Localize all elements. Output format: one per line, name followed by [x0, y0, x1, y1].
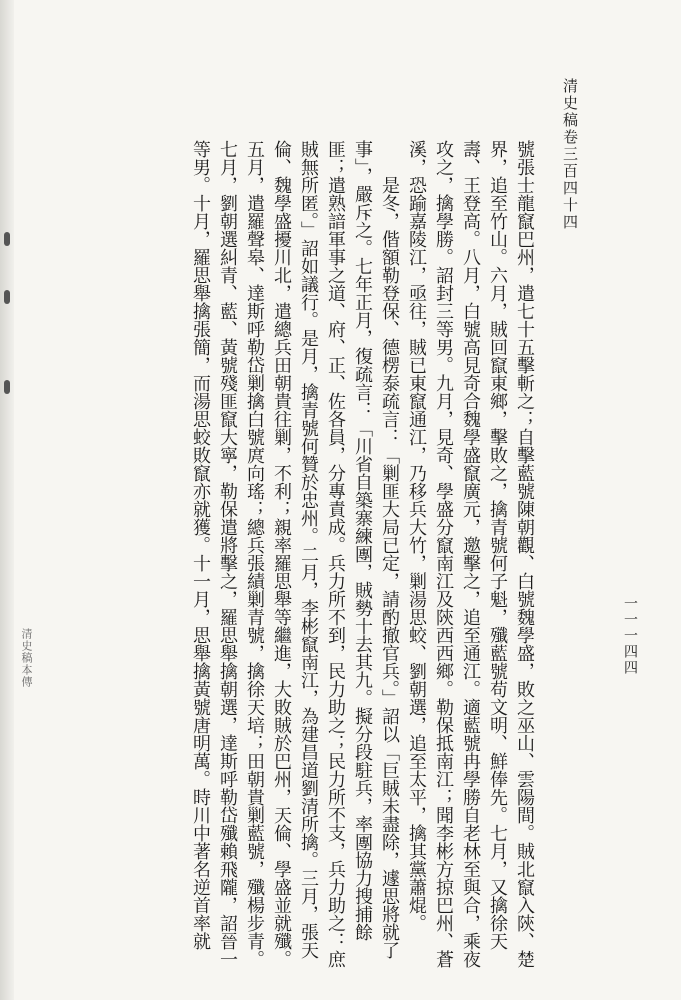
main-text [68, 140, 538, 970]
page-header-title: 清史稿卷三百四十四 [561, 78, 579, 231]
paragraph: 是冬，偕額勒登保、德楞泰疏言：「剿匪大局已定，請酌撤官兵。」詔以「巨賊未盡除，遽思將就了事」，嚴斥之。七年正月，復疏言：「川省自築寨練團，賊勢十去其九。擬分段駐兵，率團協力搜捕餘匪；遣熟諳軍事之道、府、正、佐各員，分專責成。兵力所不到，民力助之；民力所不支，兵力助之：庶賊無所匿。」詔如議行。是月，擒青號何贊於忠州。二月，李彬竄南江，為建昌道劉清所擒。三月，張天倫、魏學盛擾川北，遣總兵田朝貴往剿，不利；親率羅思舉等繼進，大敗賊於巴州，天倫、學盛並就殲。五月，遣羅聲皋、達斯呼勒岱剿擒白號庹向瑤；總兵張績剿青號，擒徐天培；田朝貴剿藍號，殲楊步青。七月，劉朝選糾青、藍、黃號殘匪竄大寧，勒保遣將擊之，羅思舉擒朝選，達斯呼勒岱殲賴飛隴，詔晉一等男。十月，羅思舉擒張簡，而湯思蛟敗竄亦就獲。十一月，思舉擒黃號唐明萬。時川中著名逆首率就 [190, 140, 400, 968]
book-gutter [0, 0, 14, 1000]
spine-mark [4, 290, 10, 304]
spine-mark [4, 232, 10, 246]
paragraph: 號張士龍竄巴州，遣七十五擊斬之；自擊藍號陳朝觀、白號魏學盛，敗之巫山、雲陽間。賊北竄入陝、楚界，追至竹山。六月，賊回竄東鄉，擊敗之，擒青號何子魁，殲藍號苟文明、鮮俸先。七月，又擒徐天壽、王登高。八月，白號高見奇合魏學盛竄廣元，邀擊之，追至通江。適藍號冉學勝自老林至與合，乘夜攻之，擒學勝。詔封三等男。九月，見奇、學盛分竄南江及陝西西鄉。勒保抵南江；聞李彬方掠巴州、蒼溪，恐踰嘉陵江，亟往，賊已東竄通江，乃移兵大竹，剿湯思蛟、劉朝選，追至太平，擒其黨蕭焜。 [406, 140, 535, 968]
margin-note: 清史稿本傳 [20, 628, 33, 688]
spine-mark [4, 380, 10, 394]
page-number: 一一一四四 [622, 596, 638, 676]
